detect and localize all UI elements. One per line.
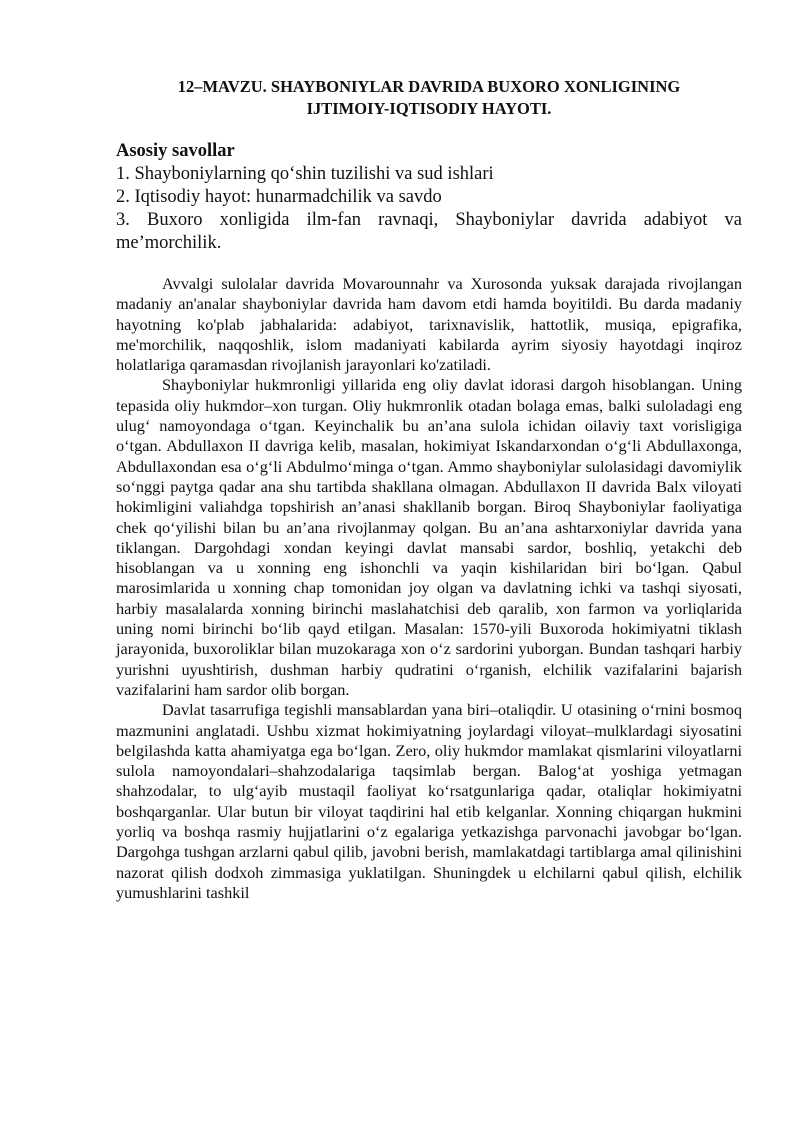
key-questions-heading: Asosiy savollar — [116, 141, 235, 161]
paragraph-1: Avvalgi sulolalar davrida Movarounnahr va Xurosonda yuksak darajada rivojlangan madaniy an'analar shayboniylar davrida ham davom etdi hamda boyitildi. Bu darda madaniy hayotning ko'plab jabhalarida: adabiyot, tarixnavislik, hattotlik, musiqa, epigrafika, me'morchilik, naqqoshlik, islom madaniyati kabilarda ayrim siyosiy hayotdagi inqiroz holatlariga qaramasdan rivojlanish jarayonlari ko'zatiladi. — [116, 274, 742, 375]
body-text — [116, 274, 742, 903]
question-item-3: 3. Buxoro xonligida ilm-fan ravnaqi, Shayboniylar davrida adabiyot va me’morchilik. — [116, 210, 742, 253]
paragraph-3: Davlat tasarrufiga tegishli mansablardan yana biri–otaliqdir. U otasining o‘rnini bosmoq mazmunini anglatadi. Ushbu xizmat hokimiyatning joylardagi viloyat–mulklardagi siyosatini belgilashda katta ahamiyatga ega bo‘lgan. Zero, oliy hukmdor mamlakat qismlarini viloyatlarni sulola namoyondalari–shahzodalariga taqsimlab bergan. Balog‘at yoshiga yetmagan shahzodalar, to ulg‘ayib mustaqil faoliyat ko‘rsatgunlariga qadar, otaliqlar hokimiyatni boshqarganlar. Ular butun bir viloyat taqdirini hal etib kelganlar. Xonning chiqargan hukmini yorliq va boshqa rasmiy hujjatlarini o‘z egalariga yetkazishga parvonachi javobgar bo‘lgan. Dargohga tushgan arzlarni qabul qilib, javobni berish, mamlakatdagi tartiblarga amal qilinishini nazorat qilish dodxoh zimmasiga yuklatilgan. Shuningdek u elchilarni qabul qilish, elchilik yumushlarini tashkil — [116, 700, 742, 902]
question-item-1: 1. Shayboniylarning qo‘shin tuzilishi va sud ishlari — [116, 164, 494, 184]
question-item-2: 2. Iqtisodiy hayot: hunarmadchilik va savdo — [116, 187, 442, 207]
document-title — [116, 76, 742, 120]
key-questions-section — [116, 140, 742, 255]
paragraph-2: Shayboniylar hukmronligi yillarida eng oliy davlat idorasi dargoh hisoblangan. Uning tepasida oliy hukmdor–xon turgan. Oliy hukmronlik otadan bolaga emas, balki suloladagi eng ulug‘ namoyondaga o‘tgan. Keyinchalik bu an’ana sulola ichidan oilaviy taxt vorisligiga o‘tgan. Abdullaxon II davriga kelib, masalan, hokimiyat Iskandarxondan o‘g‘li Abdullaxonga, Abdullaxondan esa o‘g‘li Abdulmo‘minga o‘tgan. Ammo shayboniylar sulolasidagi davomiylik so‘nggi paytga qadar ana shu tartibda shakllana olmagan. Abdullaxon II davrida Balx viloyati hokimligini valiahdga topshirish an’anasi shakllanib borgan. Biroq Shayboniylar faoliyatiga chek qo‘yilishi bilan bu an’ana rivojlanmay qolgan. Bu an’ana ashtarxoniylar davrida yana tiklangan. Dargohdagi xondan keyingi davlat mansabi sardor, boshliq, yetakchi deb hisoblangan va u xonning eng ishonchli va yaqin kishilaridan biri bo‘lgan. Qabul marosimlarida u xonning chap tomonidan joy olgan va davlatning ichki va tashqi siyosati, harbiy masalalarda xonning birinchi maslahatchisi deb qaralib, xon farmon va yorliqlarida uning nomi birinchi bo‘lib qayd etilgan. Masalan: 1570-yili Buxoroda hokimiyatni tiklash jarayonida, buxoroliklar bilan muzokaraga xon o‘z sardorini yuborgan. Bundan tashqari harbiy yurishni uyushtirish, dushman harbiy qudratini o‘rganish, elchilik vazifalarini bajarish vazifalarini ham sardor olib borgan. — [116, 375, 742, 699]
title-line-2: IJTIMOIY-IQTISODIY HAYOTI. — [306, 99, 552, 118]
title-line-1: 12–MAVZU. SHAYBONIYLAR DAVRIDA BUXORO XONLIGINING — [177, 77, 681, 96]
document-page — [116, 76, 742, 903]
